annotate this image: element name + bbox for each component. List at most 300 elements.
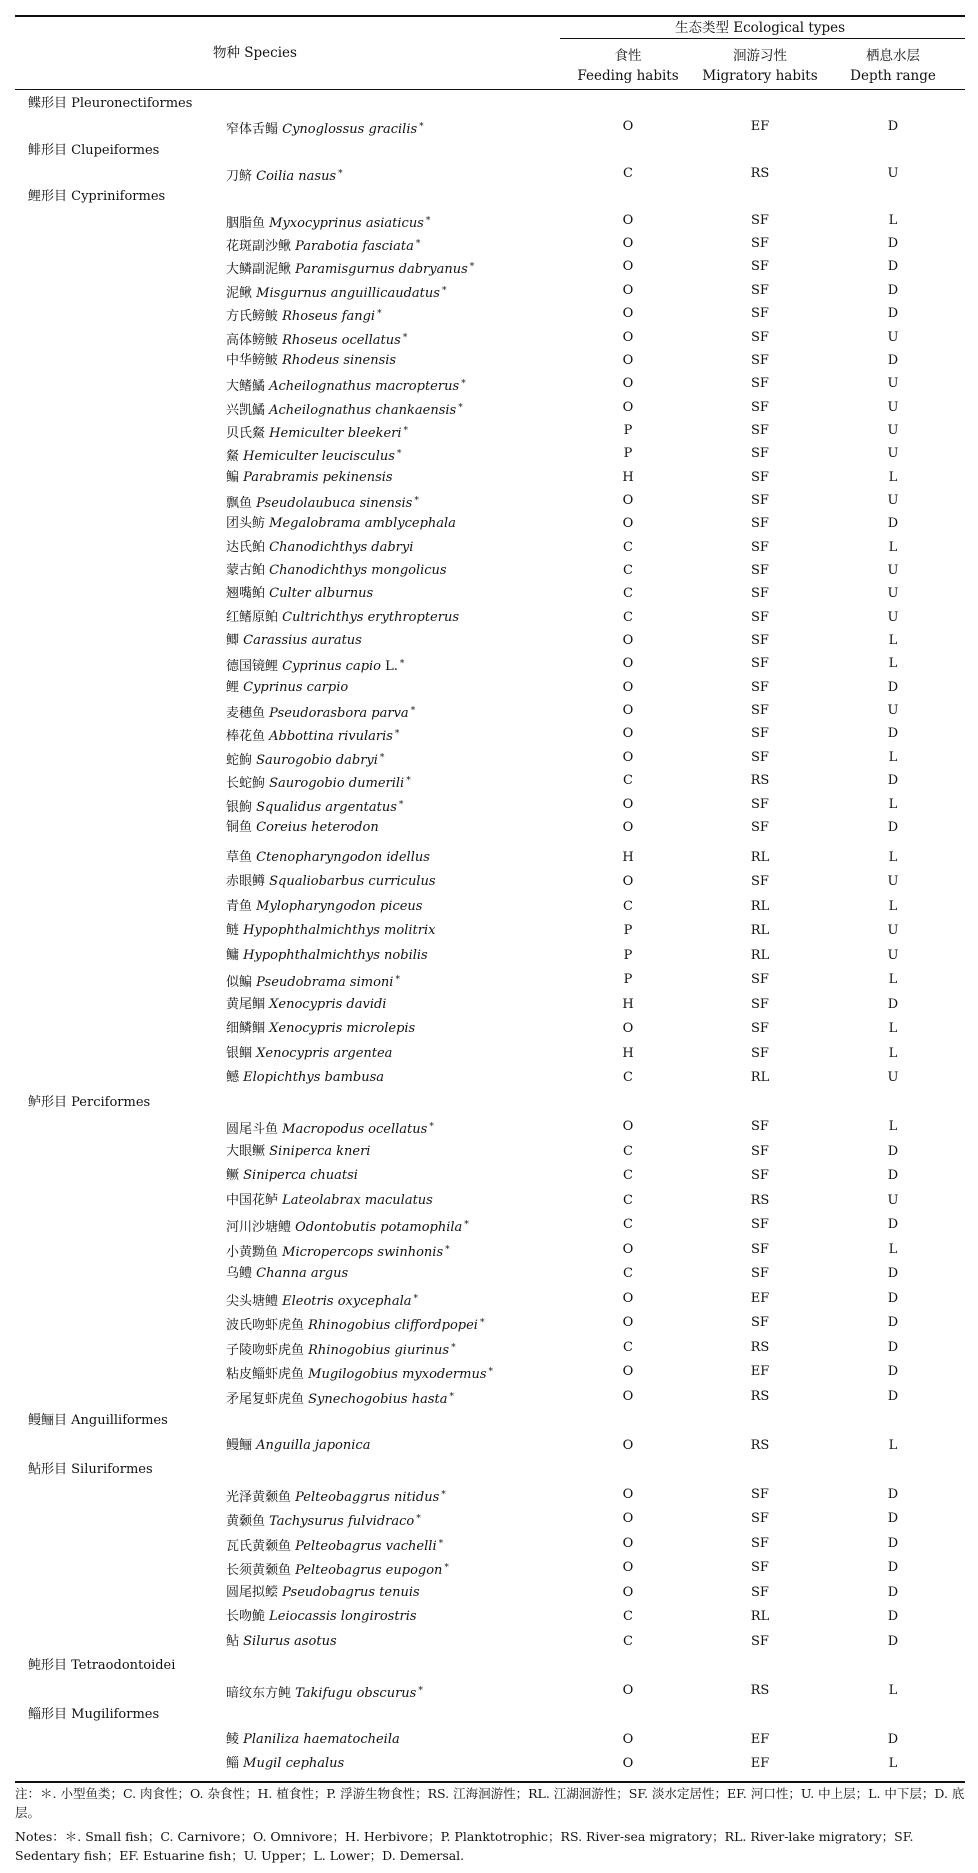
depth-range-cell: D	[887, 1536, 899, 1551]
species-chinese-name: 鳗鲡	[226, 1438, 257, 1453]
migratory-habit-cell: SF	[751, 586, 769, 601]
depth-range-cell: U	[887, 330, 899, 345]
eco-types-rule	[560, 38, 965, 39]
species-scientific-name: Mugilogobius myxodermus	[308, 1367, 487, 1382]
depth-range-cell: D	[887, 1340, 899, 1355]
species-scientific-name: Cultrichthys erythropterus	[282, 610, 459, 625]
depth-range-cell: D	[887, 259, 899, 274]
small-fish-marker: *	[410, 706, 416, 716]
species-scientific-name: Leiocassis longirostris	[269, 1609, 417, 1624]
species-chinese-name: 飘鱼	[226, 496, 257, 511]
depth-range-cell: D	[887, 680, 899, 695]
feeding-habit-cell: O	[622, 376, 634, 391]
species-scientific-name: Synechogobius hasta	[308, 1392, 448, 1407]
feeding-habit-cell: P	[623, 972, 633, 987]
species-name	[226, 1021, 415, 1037]
migratory-habit-cell: EF	[750, 1364, 770, 1379]
species-name	[226, 1046, 392, 1062]
species-name	[226, 1070, 384, 1086]
depth-range-cell: L	[888, 633, 898, 648]
species-name	[226, 656, 404, 675]
species-scientific-name: Parabotia fasciata	[295, 239, 414, 254]
feeding-habit-cell: C	[623, 563, 633, 578]
species-scientific-name: Macropodus ocellatus	[282, 1122, 428, 1137]
species-chinese-name: 鳙	[226, 948, 244, 963]
species-scientific-name: Misgurnus anguillicaudatus	[256, 286, 440, 301]
migratory-habit-cell: RL	[750, 1609, 770, 1624]
species-name	[226, 633, 362, 649]
species-name	[226, 1634, 337, 1650]
feeding-habit-cell: H	[622, 1046, 634, 1061]
depth-range-cell: D	[887, 1144, 899, 1159]
small-fish-marker: *	[398, 800, 404, 810]
small-fish-marker: *	[464, 1220, 469, 1230]
species-scientific-name: Rhodeus sinensis	[282, 353, 397, 368]
migratory-habit-cell: SF	[751, 563, 769, 578]
species-name	[226, 259, 474, 278]
species-name	[226, 330, 407, 349]
migratory-habit-cell: SF	[751, 750, 769, 765]
feeding-habit-cell: O	[622, 1511, 634, 1526]
species-scientific-name: Coreius heterodon	[256, 820, 379, 835]
migratory-habit-cell: RS	[750, 1340, 770, 1355]
species-authority: L.	[381, 659, 398, 674]
feeding-habit-cell: O	[622, 1242, 634, 1257]
species-chinese-name: 河川沙塘鳢	[226, 1220, 296, 1235]
depth-range-cell: L	[888, 470, 898, 485]
table-top-rule	[15, 15, 965, 17]
species-scientific-name: Acheilognathus chankaensis	[269, 403, 457, 418]
species-scientific-name: Silurus asotus	[243, 1634, 337, 1649]
species-chinese-name: 花斑副沙鳅	[226, 239, 296, 254]
migratory-habit-cell: RS	[750, 1193, 770, 1208]
migratory-habit-cell: SF	[751, 423, 769, 438]
depth-range-cell: D	[887, 1585, 899, 1600]
migratory-habit-cell: RL	[750, 899, 770, 914]
species-chinese-name: 贝氏䱗	[226, 426, 270, 441]
species-scientific-name: Pseudorasbora parva	[269, 706, 409, 721]
feeding-habit-cell: C	[623, 1340, 633, 1355]
order-row: 鲻形目 Mugiliformes	[28, 1707, 160, 1722]
species-name	[226, 1340, 456, 1359]
species-name	[226, 1536, 443, 1555]
feeding-habit-cell: O	[622, 1021, 634, 1036]
species-scientific-name: Xenocypris microlepis	[269, 1021, 416, 1036]
feeding-habit-cell: O	[622, 493, 634, 508]
species-name	[226, 773, 411, 792]
depth-range-cell: D	[887, 119, 899, 134]
species-scientific-name: Rhoseus ocellatus	[282, 333, 401, 348]
migratory-habit-cell: RS	[750, 166, 770, 181]
depth-range-cell: D	[887, 1487, 899, 1502]
migratory-habit-cell: SF	[751, 1144, 769, 1159]
notes-zh: 注：＊. 小型鱼类；C. 肉食性；O. 杂食性；H. 植食性；P. 浮游生物食性；RS. 江海洄游性；RL. 江湖洄游性；SF. 淡水定居性；EF. 河口性；U. 中上层；L. 中下层；D. 底层。	[15, 1786, 965, 1820]
header-bottom-rule	[15, 89, 965, 90]
feeding-habit-cell: C	[623, 610, 633, 625]
migratory-habit-cell: SF	[751, 1266, 769, 1281]
migratory-habit-cell: SF	[751, 353, 769, 368]
species-scientific-name: Takifugu obscurus	[295, 1686, 417, 1701]
feeding-habit-cell: P	[623, 948, 633, 963]
species-scientific-name: Cyprinus capio	[282, 659, 382, 674]
migratory-habit-cell: EF	[750, 1732, 770, 1747]
feeding-habit-cell: O	[622, 750, 634, 765]
depth-range-cell: D	[887, 1511, 899, 1526]
species-scientific-name: Hypophthalmichthys nobilis	[243, 948, 428, 963]
migratory-habit-cell: SF	[751, 1560, 769, 1575]
small-fish-marker: *	[415, 239, 421, 249]
order-row: 鲈形目 Perciformes	[28, 1095, 151, 1110]
species-name	[226, 820, 379, 836]
species-name	[226, 1168, 358, 1184]
depth-range-cell: D	[887, 1168, 899, 1183]
feeding-habit-cell: O	[622, 353, 634, 368]
feeding-habits-header-en: Feeding habits	[577, 68, 679, 84]
small-fish-marker: *	[416, 1514, 421, 1524]
species-name	[226, 1315, 484, 1334]
migratory-habit-cell: SF	[751, 376, 769, 391]
migratory-habit-cell: SF	[751, 446, 769, 461]
species-scientific-name: Siniperca chuatsi	[243, 1168, 358, 1183]
feeding-habit-cell: O	[622, 330, 634, 345]
depth-range-cell: D	[887, 1634, 899, 1649]
species-name	[226, 1119, 434, 1138]
migratory-habit-cell: EF	[750, 119, 770, 134]
feeding-habit-cell: O	[622, 1438, 634, 1453]
species-name	[226, 306, 382, 325]
feeding-habit-cell: O	[622, 400, 634, 415]
species-scientific-name: Rhinogobius cliffordpopei	[308, 1318, 478, 1333]
species-name	[226, 586, 373, 602]
species-name	[226, 899, 422, 915]
species-name	[226, 948, 428, 964]
species-chinese-name: 青鱼	[226, 899, 257, 914]
species-scientific-name: Squaliobarbus curriculus	[269, 874, 436, 889]
small-fish-marker: *	[469, 262, 475, 272]
small-fish-marker: *	[419, 122, 424, 132]
species-name	[226, 1756, 344, 1772]
species-chinese-name: 兴凯鱊	[226, 403, 270, 418]
species-chinese-name: 光泽黄颡鱼	[226, 1490, 296, 1505]
species-chinese-name: 草鱼	[226, 850, 257, 865]
species-scientific-name: Pelteobagrus vachelli	[295, 1539, 437, 1554]
depth-range-cell: D	[887, 1364, 899, 1379]
species-chinese-name: 棒花鱼	[226, 729, 270, 744]
species-name	[226, 1389, 454, 1408]
species-scientific-name: Channa argus	[256, 1266, 349, 1281]
feeding-habit-cell: O	[622, 1291, 634, 1306]
feeding-habit-cell: O	[622, 1756, 634, 1771]
species-chinese-name: 䱗	[226, 449, 244, 464]
feeding-habit-cell: C	[623, 1609, 633, 1624]
species-chinese-name: 大鳞副泥鳅	[226, 262, 296, 277]
migratory-habit-cell: SF	[751, 1217, 769, 1232]
species-scientific-name: Odontobutis potamophila	[295, 1220, 463, 1235]
species-chinese-name: 蒙古鲌	[226, 563, 270, 578]
depth-range-cell: D	[887, 820, 899, 835]
depth-range-cell: U	[887, 610, 899, 625]
migratory-habit-cell: SF	[751, 633, 769, 648]
small-fish-marker: *	[425, 216, 431, 226]
species-scientific-name: Squalidus argentatus	[256, 800, 397, 815]
depth-range-cell: D	[887, 516, 899, 531]
species-scientific-name: Saurogobio dabryi	[256, 753, 378, 768]
species-chinese-name: 子陵吻虾虎鱼	[226, 1343, 309, 1358]
table-bottom-rule	[15, 1781, 965, 1783]
species-chinese-name: 似鳊	[226, 975, 257, 990]
migratory-habit-cell: SF	[751, 213, 769, 228]
migratory-habit-cell: SF	[751, 400, 769, 415]
migratory-habit-cell: SF	[751, 259, 769, 274]
depth-range-cell: L	[888, 656, 898, 671]
migratory-habit-cell: SF	[751, 1511, 769, 1526]
depth-range-cell: D	[887, 1732, 899, 1747]
migratory-habit-cell: RS	[750, 773, 770, 788]
depth-range-cell: U	[887, 400, 899, 415]
depth-range-cell: L	[888, 850, 898, 865]
species-chinese-name: 麦穗鱼	[226, 706, 270, 721]
species-chinese-name: 胭脂鱼	[226, 216, 270, 231]
depth-range-cell: D	[887, 353, 899, 368]
feeding-habit-cell: C	[623, 586, 633, 601]
species-scientific-name: Hemiculter bleekeri	[269, 426, 402, 441]
migratory-habit-cell: EF	[750, 1291, 770, 1306]
depth-range-cell: U	[887, 1193, 899, 1208]
depth-range-cell: L	[888, 213, 898, 228]
species-name	[226, 236, 420, 255]
feeding-habit-cell: C	[623, 166, 633, 181]
feeding-habit-cell: C	[623, 1217, 633, 1232]
small-fish-marker: *	[413, 1294, 419, 1304]
depth-range-cell: D	[887, 1291, 899, 1306]
feeding-habit-cell: O	[622, 680, 634, 695]
species-chinese-name: 黄尾鲴	[226, 997, 270, 1012]
feeding-habit-cell: O	[622, 1683, 634, 1698]
species-scientific-name: Mylopharyngodon piceus	[256, 899, 423, 914]
feeding-habit-cell: C	[623, 1193, 633, 1208]
species-name	[226, 680, 348, 696]
species-name	[226, 1732, 400, 1748]
order-row: 鲇形目 Siluriformes	[28, 1462, 153, 1477]
feeding-habit-cell: H	[622, 997, 634, 1012]
species-chinese-name: 长蛇鮈	[226, 776, 270, 791]
feeding-habit-cell: O	[622, 1732, 634, 1747]
depth-range-cell: L	[888, 1046, 898, 1061]
small-fish-marker: *	[399, 659, 405, 669]
species-chinese-name: 蛇鮈	[226, 753, 257, 768]
depth-range-cell: L	[888, 1021, 898, 1036]
order-row: 鳗鲡目 Anguilliformes	[28, 1413, 168, 1428]
species-chinese-name: 暗纹东方鲀	[226, 1686, 296, 1701]
feeding-habit-cell: H	[622, 850, 634, 865]
depth-range-cell: D	[887, 1217, 899, 1232]
depth-range-cell: L	[888, 797, 898, 812]
feeding-habit-cell: O	[622, 259, 634, 274]
feeding-habit-cell: O	[622, 820, 634, 835]
species-name	[226, 213, 430, 232]
depth-range-cell: U	[887, 376, 899, 391]
small-fish-marker: *	[461, 379, 466, 389]
species-chinese-name: 鲫	[226, 633, 244, 648]
migratory-habit-cell: RL	[750, 1070, 770, 1085]
migratory-habit-cell: SF	[751, 1168, 769, 1183]
species-scientific-name: Micropercops swinhonis	[282, 1245, 444, 1260]
species-chinese-name: 乌鳢	[226, 1266, 257, 1281]
depth-range-cell: U	[887, 1070, 899, 1085]
migratory-habit-cell: SF	[751, 1119, 769, 1134]
small-fish-marker: *	[479, 1318, 485, 1328]
depth-range-cell: L	[888, 1119, 898, 1134]
migratory-habit-cell: SF	[751, 1634, 769, 1649]
small-fish-marker: *	[441, 1490, 446, 1500]
species-chinese-name: 刀鲚	[226, 169, 257, 184]
migratory-habit-cell: SF	[751, 306, 769, 321]
order-row: 鲀形目 Tetraodontoidei	[28, 1658, 176, 1673]
species-name	[226, 446, 401, 465]
feeding-habit-cell: O	[622, 1315, 634, 1330]
migratory-habit-cell: SF	[751, 1315, 769, 1330]
feeding-habit-cell: O	[622, 283, 634, 298]
species-chinese-name: 团头鲂	[226, 516, 270, 531]
small-fish-marker: *	[418, 1686, 423, 1696]
feeding-habit-cell: O	[622, 213, 634, 228]
species-chinese-name: 德国镜鲤	[226, 659, 283, 674]
feeding-habit-cell: P	[623, 923, 633, 938]
species-scientific-name: Myxocyprinus asiaticus	[269, 216, 424, 231]
species-chinese-name: 鳊	[226, 470, 244, 485]
migratory-habit-cell: SF	[751, 680, 769, 695]
feeding-habit-cell: C	[623, 1634, 633, 1649]
species-name	[226, 972, 400, 991]
small-fish-marker: *	[394, 729, 400, 739]
small-fish-marker: *	[396, 449, 402, 459]
species-chinese-name: 鲻	[226, 1756, 244, 1771]
small-fish-marker: *	[445, 1245, 450, 1255]
species-scientific-name: Coilia nasus	[256, 169, 337, 184]
depth-range-cell: U	[887, 423, 899, 438]
species-scientific-name: Rhoseus fangi	[282, 309, 376, 324]
species-name	[226, 610, 459, 626]
species-scientific-name: Hemiculter leucisculus	[243, 449, 395, 464]
species-chinese-name: 高体鳑鲏	[226, 333, 283, 348]
depth-range-cell: L	[888, 1242, 898, 1257]
species-name	[226, 1193, 433, 1209]
species-scientific-name: Paramisgurnus dabryanus	[295, 262, 468, 277]
species-name	[226, 423, 408, 442]
small-fish-marker: *	[449, 1392, 455, 1402]
species-name	[226, 1683, 423, 1702]
feeding-habit-cell: O	[622, 1119, 634, 1134]
migratory-habit-cell: SF	[751, 540, 769, 555]
species-chinese-name: 波氏吻虾虎鱼	[226, 1318, 309, 1333]
species-chinese-name: 红鳍原鲌	[226, 610, 283, 625]
species-scientific-name: Cyprinus carpio	[243, 680, 349, 695]
feeding-habit-cell: O	[622, 703, 634, 718]
small-fish-marker: *	[402, 333, 408, 343]
feeding-habit-cell: C	[623, 1144, 633, 1159]
species-chinese-name: 鲇	[226, 1634, 244, 1649]
species-chinese-name: 鳡	[226, 1070, 244, 1085]
depth-range-cell: D	[887, 236, 899, 251]
species-scientific-name: Rhinogobius giurinus	[308, 1343, 450, 1358]
species-name	[226, 703, 415, 722]
species-name	[226, 1560, 449, 1579]
feeding-habit-cell: O	[622, 1389, 634, 1404]
migratory-habit-cell: SF	[751, 470, 769, 485]
species-name	[226, 516, 456, 532]
species-chinese-name: 粘皮鲻虾虎鱼	[226, 1367, 309, 1382]
species-name	[226, 376, 466, 395]
feeding-habit-cell: O	[622, 874, 634, 889]
migratory-habit-cell: EF	[750, 1756, 770, 1771]
feeding-habit-cell: O	[622, 236, 634, 251]
small-fish-marker: *	[488, 1367, 494, 1377]
depth-range-cell: D	[887, 773, 899, 788]
migratory-habit-cell: SF	[751, 797, 769, 812]
feeding-habit-cell: C	[623, 1168, 633, 1183]
species-chinese-name: 圆尾斗鱼	[226, 1122, 283, 1137]
species-scientific-name: Elopichthys bambusa	[243, 1070, 385, 1085]
species-chinese-name: 大鳍鱊	[226, 379, 270, 394]
migratory-habit-cell: SF	[751, 1536, 769, 1551]
species-name	[226, 874, 436, 890]
migratory-habit-cell: SF	[751, 997, 769, 1012]
migratory-habit-cell: SF	[751, 516, 769, 531]
species-scientific-name: Pelteobaggrus nitidus	[295, 1490, 440, 1505]
depth-range-cell: D	[887, 1389, 899, 1404]
feeding-habit-cell: O	[622, 797, 634, 812]
species-name	[226, 997, 386, 1013]
depth-range-cell: L	[888, 1683, 898, 1698]
depth-range-cell: U	[887, 874, 899, 889]
migratory-habit-cell: SF	[751, 283, 769, 298]
species-chinese-name: 小黄黝鱼	[226, 1245, 283, 1260]
feeding-habit-cell: O	[622, 1487, 634, 1502]
feeding-habit-cell: O	[622, 1536, 634, 1551]
species-scientific-name: Abbottina rivularis	[269, 729, 393, 744]
feeding-habit-cell: O	[622, 119, 634, 134]
species-chinese-name: 矛尾复虾虎鱼	[226, 1392, 309, 1407]
species-name	[226, 1364, 493, 1383]
species-scientific-name: Chanodichthys mongolicus	[269, 563, 447, 578]
feeding-habit-cell: P	[623, 423, 633, 438]
species-name	[226, 1487, 446, 1506]
depth-range-cell: D	[887, 726, 899, 741]
species-name	[226, 850, 430, 866]
feeding-habit-cell: O	[622, 306, 634, 321]
species-scientific-name: Anguilla japonica	[256, 1438, 371, 1453]
migratory-habit-cell: RS	[750, 1389, 770, 1404]
species-chinese-name: 泥鳅	[226, 286, 257, 301]
feeding-habits-header-zh: 食性	[614, 48, 642, 64]
migratory-habit-cell: SF	[751, 1242, 769, 1257]
feeding-habit-cell: O	[622, 656, 634, 671]
species-scientific-name: Xenocypris argentea	[256, 1046, 393, 1061]
depth-range-cell: U	[887, 703, 899, 718]
migratory-habits-header-zh: 洄游习性	[733, 48, 787, 64]
feeding-habit-cell: H	[622, 470, 634, 485]
species-scientific-name: Megalobrama amblycephala	[269, 516, 456, 531]
species-scientific-name: Siniperca kneri	[269, 1144, 371, 1159]
small-fish-marker: *	[458, 403, 463, 413]
species-scientific-name: Culter alburnus	[269, 586, 374, 601]
depth-range-cell: D	[887, 1609, 899, 1624]
depth-range-cell: U	[887, 446, 899, 461]
species-chinese-name: 赤眼鳟	[226, 874, 270, 889]
species-scientific-name: Tachysurus fulvidraco	[269, 1514, 415, 1529]
feeding-habit-cell: O	[622, 1364, 634, 1379]
species-name	[226, 1266, 348, 1282]
